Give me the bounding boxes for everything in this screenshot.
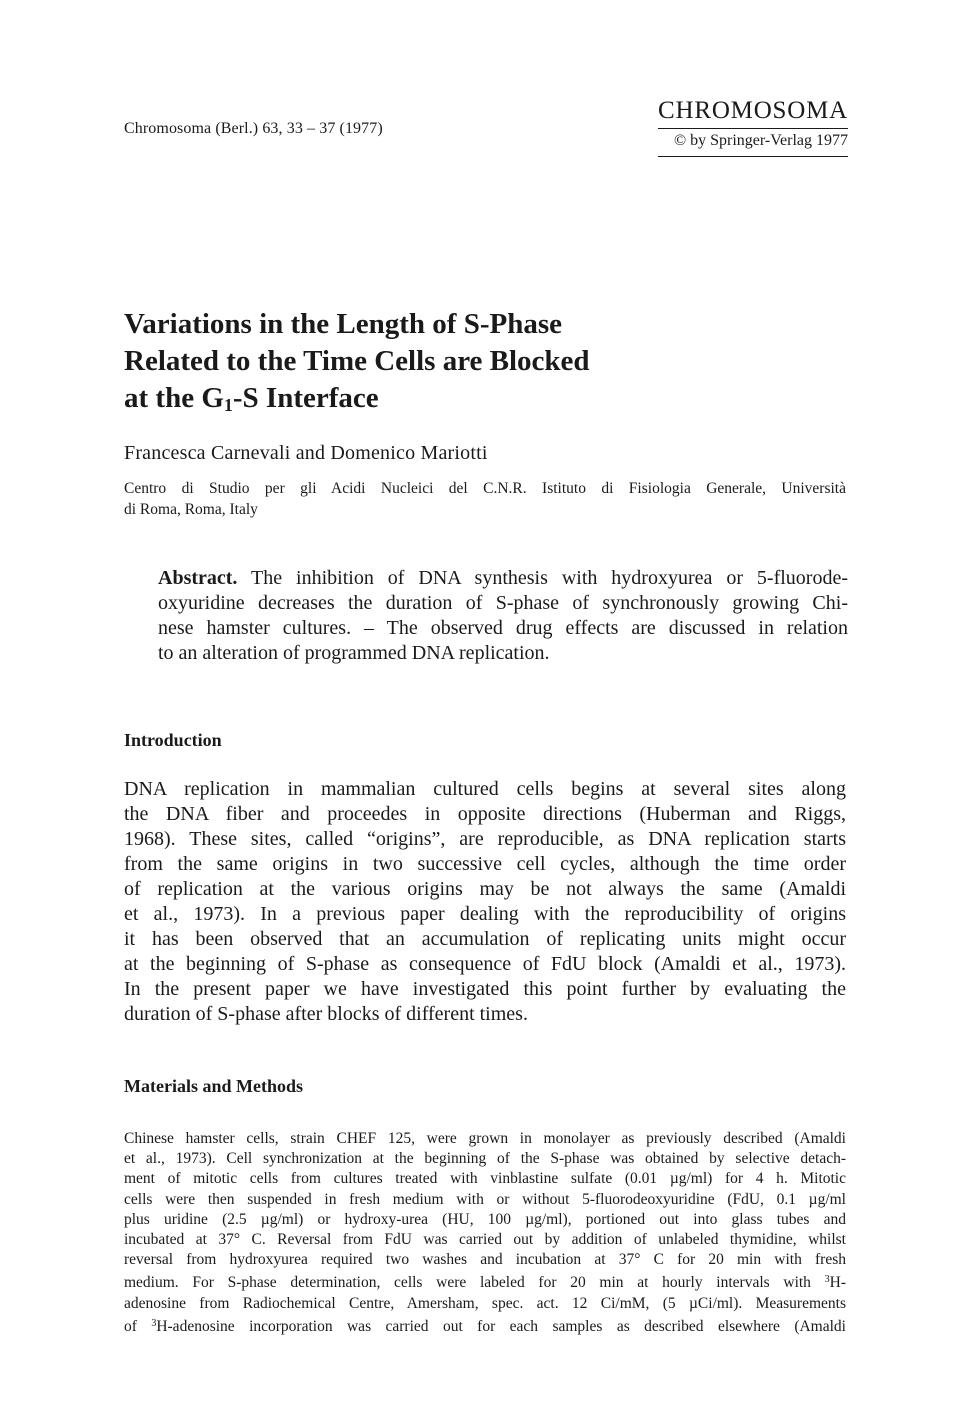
methods-line: cells were then suspended in fresh medium with or without 5-fluorodeoxyuridine (FdU, 0.1 µg/ml	[124, 1190, 846, 1208]
title-line-3	[124, 380, 724, 424]
methods-line: plus uridine (2.5 µg/ml) or hydroxy-urea (HU, 100 µg/ml), portioned out into glass tubes and	[124, 1210, 846, 1228]
methods-line-text: medium. For S-phase determination, cells were labeled for 20 min at hourly intervals with	[124, 1274, 825, 1292]
methods-line: ment of mitotic cells from cultures treated with vinblastine sulfate (0.01 µg/ml) for 4 h. Mitotic	[124, 1170, 846, 1188]
title-line-1: Variations in the Length of S-Phase	[124, 308, 563, 340]
abstract-line: to an alteration of programmed DNA replication.	[158, 642, 550, 664]
methods-line: incubated at 37° C. Reversal from FdU was carried out by addition of unlabeled thymidine, whilst	[124, 1231, 846, 1249]
abstract-line: nese hamster cultures. – The observed drug effects are discussed in relation	[158, 617, 848, 639]
journal-masthead	[658, 96, 848, 157]
methods-line-pre: of	[124, 1317, 152, 1335]
intro-line: it has been observed that an accumulation of replicating units might occur	[124, 928, 846, 950]
methods-line-end: H-	[829, 1274, 846, 1292]
methods-body	[124, 1129, 846, 1337]
section-heading-introduction: Introduction	[124, 730, 222, 750]
intro-line: 1968). These sites, called “origins”, are reproducible, as DNA replication starts	[124, 828, 846, 850]
superscript: 3	[824, 1274, 830, 1286]
introduction-body	[124, 777, 846, 1027]
title-line-3-post: -S Interface	[232, 382, 379, 414]
methods-line	[124, 1314, 846, 1337]
journal-name: CHROMOSOMA	[658, 97, 848, 124]
title-line-3-pre: at the G	[124, 382, 224, 414]
abstract-line	[158, 566, 848, 591]
abstract	[158, 566, 848, 666]
methods-line: Chinese hamster cells, strain CHEF 125, were grown in monolayer as previously described (Amaldi	[124, 1130, 846, 1147]
methods-line: reversal from hydroxyurea required two washes and incubation at 37° C for 20 min with fresh	[124, 1251, 846, 1269]
paper-title	[124, 306, 724, 424]
affiliation-line-1: Centro di Studio per gli Acidi Nucleici del C.N.R. Istituto di Fisiologia Generale, Università	[124, 480, 846, 497]
abstract-line: oxyuridine decreases the duration of S-phase of synchronously growing Chi-	[158, 592, 848, 614]
authors: Francesca Carnevali and Domenico Mariotti	[124, 442, 488, 464]
affiliation-line-2: di Roma, Roma, Italy	[124, 501, 258, 518]
intro-line: at the beginning of S-phase as consequence of FdU block (Amaldi et al., 1973).	[124, 953, 846, 975]
intro-line: DNA replication in mammalian cultured cells begins at several sites along	[124, 778, 846, 800]
abstract-line-text: The inhibition of DNA synthesis with hydroxyurea or 5-fluorode-	[237, 567, 848, 589]
title-subscript: 1	[223, 395, 233, 415]
intro-line: et al., 1973). In a previous paper dealing with the reproducibility of origins	[124, 903, 846, 925]
abstract-label: Abstract.	[158, 567, 238, 589]
title-line-2: Related to the Time Cells are Blocked	[124, 345, 590, 377]
journal-copyright: © by Springer-Verlag 1977	[658, 128, 848, 157]
affiliation	[124, 478, 846, 520]
methods-line	[124, 1270, 846, 1293]
intro-line: the DNA fiber and proceedes in opposite directions (Huberman and Riggs,	[124, 803, 846, 825]
intro-line: of replication at the various origins may be not always the same (Amaldi	[124, 878, 846, 900]
superscript: 3	[151, 1317, 157, 1329]
intro-line: In the present paper we have investigated this point further by evaluating the	[124, 978, 846, 1000]
section-heading-methods: Materials and Methods	[124, 1076, 303, 1096]
methods-line: et al., 1973). Cell synchronization at the beginning of the S-phase was obtained by selective detach-	[124, 1150, 846, 1168]
journal-citation: Chromosoma (Berl.) 63, 33 – 37 (1977)	[124, 120, 383, 137]
methods-line: adenosine from Radiochemical Centre, Amersham, spec. act. 12 Ci/mM, (5 µCi/ml). Measurements	[124, 1294, 846, 1312]
intro-line: from the same origins in two successive cell cycles, although the time order	[124, 853, 846, 875]
methods-line-post: H-adenosine incorporation was carried out for each samples as described elsewhere (Amaldi	[156, 1317, 846, 1335]
intro-line: duration of S-phase after blocks of different times.	[124, 1003, 528, 1025]
